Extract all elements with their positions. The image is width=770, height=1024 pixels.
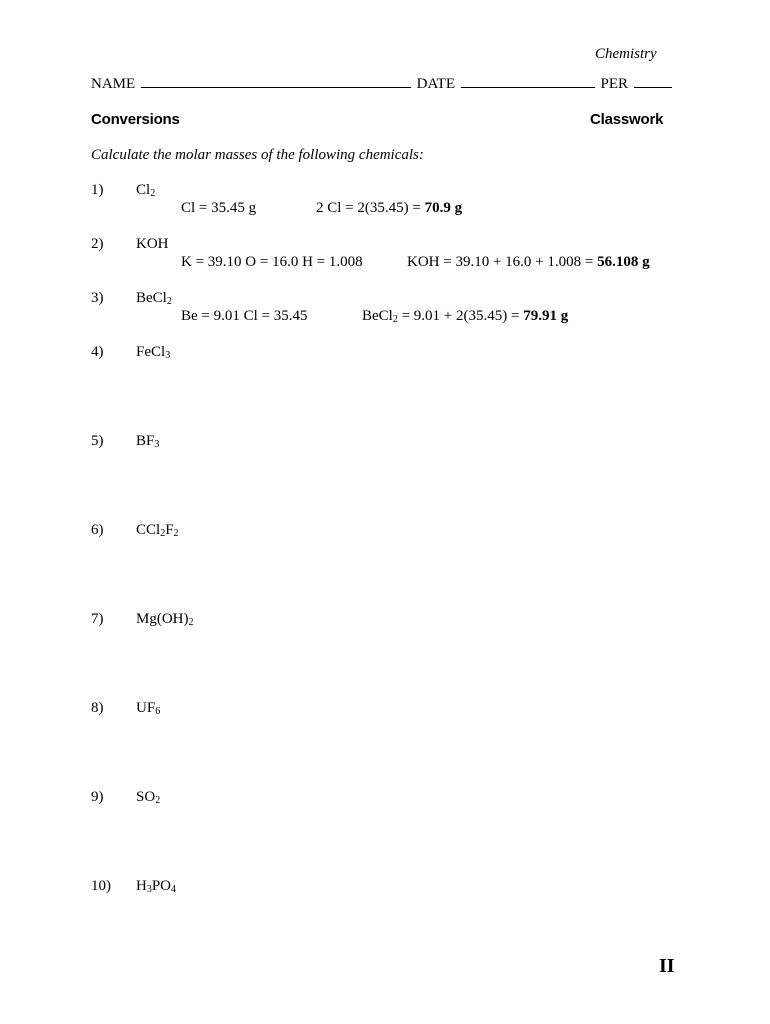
- per-label: PER: [600, 76, 629, 92]
- problem-number: 7): [91, 611, 104, 627]
- per-blank: [634, 75, 672, 88]
- atomic-masses: Be = 9.01 Cl = 35.45: [181, 308, 308, 324]
- problem-formula: $Cl_2$: [136, 182, 156, 199]
- problem-formula: BeCl$_2$: [136, 290, 172, 307]
- molar-mass-calc: BeCl$_2$ = 9.01 + 2(35.45) = 79.91 g: [362, 308, 569, 325]
- problem-formula: $UF_6$: [136, 700, 161, 717]
- problem-formula: $BF_3$: [136, 433, 160, 450]
- problem-number: 1): [91, 182, 104, 198]
- page-mark: II: [659, 955, 675, 977]
- answer: 56.108 g: [597, 254, 650, 270]
- problem-formula: $Mg(OH)_2$: [136, 611, 194, 628]
- name-label: NAME: [91, 76, 136, 92]
- atomic-masses: K = 39.10 O = 16.0 H = 1.008: [181, 254, 363, 270]
- course-label: Chemistry: [595, 46, 657, 62]
- student-info-line: [91, 75, 674, 93]
- atomic-masses: Cl = 35.45 g: [181, 200, 257, 216]
- problem-number: 5): [91, 433, 104, 449]
- problem-number: 6): [91, 522, 104, 538]
- molar-mass-calc: KOH = 39.10 + 16.0 + 1.008 = 56.108 g: [407, 254, 650, 270]
- instructions: Calculate the molar masses of the following chemicals:: [91, 147, 424, 163]
- topic-heading: Conversions: [91, 111, 180, 128]
- problem-number: 2): [91, 236, 104, 252]
- problem-number: 3): [91, 290, 104, 306]
- problem-formula: $H_3PO_4$: [136, 878, 177, 895]
- answer: 70.9 g: [424, 200, 463, 216]
- date-blank: [461, 75, 595, 88]
- problem-number: 9): [91, 789, 104, 805]
- problem-number: 8): [91, 700, 104, 716]
- answer: 79.91 g: [523, 308, 569, 324]
- name-blank: [141, 75, 411, 88]
- problem-formula: $CCl_2F_2$: [136, 522, 179, 539]
- problem-number: 10): [91, 878, 111, 894]
- date-label: DATE: [416, 76, 455, 92]
- problem-number: 4): [91, 344, 104, 360]
- molar-mass-calc: 2 Cl = 2(35.45) = 70.9 g: [316, 200, 463, 216]
- problem-formula: FeCl$_3$: [136, 344, 171, 361]
- assignment-type: Classwork: [590, 111, 664, 128]
- problem-formula: KOH: [136, 236, 169, 252]
- problem-formula: $SO_2$: [136, 789, 161, 806]
